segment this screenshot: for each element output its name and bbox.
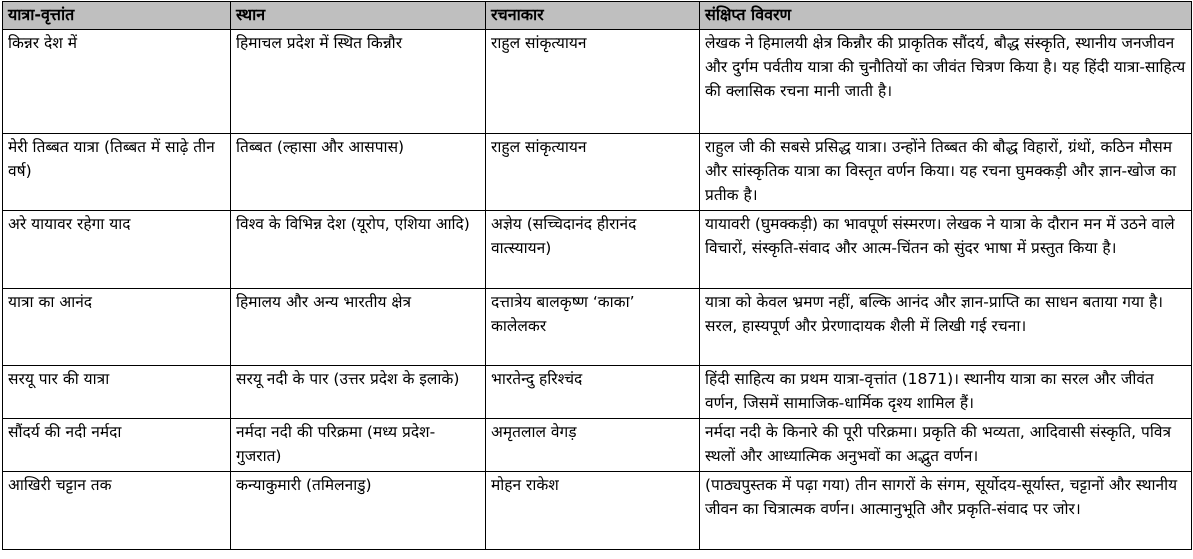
cell-summary: लेखक ने हिमालयी क्षेत्र किन्नौर की प्राकृतिक सौंदर्य, बौद्ध संस्कृति, स्थानीय जनजीवन और दुर्गम पर्वतीय यात्रा की चुनौतियों का जीवंत चित्रण किया है। यह हिंदी यात्रा-साहित्य की क्लासिक रचना मानी जाती है। bbox=[700, 30, 1192, 134]
cell-summary: नर्मदा नदी के किनारे की पूरी परिक्रमा। प्रकृति की भव्यता, आदिवासी संस्कृति, पवित्र स्थलों और आध्यात्मिक अनुभवों का अद्भुत वर्णन। bbox=[700, 419, 1192, 472]
table-row bbox=[3, 472, 1192, 550]
cell-travelogue: आखिरी चट्टान तक bbox=[3, 472, 231, 550]
header-summary: संक्षिप्त विवरण bbox=[700, 2, 1192, 30]
table-header-row bbox=[3, 2, 1192, 30]
cell-travelogue: किन्नर देश में bbox=[3, 30, 231, 134]
table-row bbox=[3, 419, 1192, 472]
header-place: स्थान bbox=[231, 2, 486, 30]
cell-author: राहुल सांकृत्यायन bbox=[486, 134, 700, 211]
table-row bbox=[3, 211, 1192, 289]
cell-summary: राहुल जी की सबसे प्रसिद्ध यात्रा। उन्होंने तिब्बत की बौद्ध विहारों, ग्रंथों, कठिन मौसम और सांस्कृतिक यात्रा का विस्तृत वर्णन किया। यह रचना घुमक्कड़ी और ज्ञान-खोज का प्रतीक है। bbox=[700, 134, 1192, 211]
table-row bbox=[3, 30, 1192, 134]
cell-place: हिमालय और अन्य भारतीय क्षेत्र bbox=[231, 289, 486, 366]
cell-summary: हिंदी साहित्य का प्रथम यात्रा-वृत्तांत (1871)। स्थानीय यात्रा का सरल और जीवंत वर्णन, जिसमें सामाजिक-धार्मिक दृश्य शामिल हैं। bbox=[700, 366, 1192, 419]
cell-travelogue: सौंदर्य की नदी नर्मदा bbox=[3, 419, 231, 472]
cell-travelogue: मेरी तिब्बत यात्रा (तिब्बत में साढ़े तीन वर्ष) bbox=[3, 134, 231, 211]
cell-author: राहुल सांकृत्यायन bbox=[486, 30, 700, 134]
header-travelogue: यात्रा-वृत्तांत bbox=[3, 2, 231, 30]
cell-author: भारतेन्दु हरिश्चंद bbox=[486, 366, 700, 419]
cell-author: अज्ञेय (सच्चिदानंद हीरानंद वात्स्यायन) bbox=[486, 211, 700, 289]
cell-author: दत्तात्रेय बालकृष्ण ‘काका’ कालेलकर bbox=[486, 289, 700, 366]
cell-place: हिमाचल प्रदेश में स्थित किन्नौर bbox=[231, 30, 486, 134]
cell-travelogue: सरयू पार की यात्रा bbox=[3, 366, 231, 419]
cell-place: सरयू नदी के पार (उत्तर प्रदेश के इलाके) bbox=[231, 366, 486, 419]
cell-place: विश्व के विभिन्न देश (यूरोप, एशिया आदि) bbox=[231, 211, 486, 289]
table-row bbox=[3, 289, 1192, 366]
cell-summary: (पाठ्यपुस्तक में पढ़ा गया) तीन सागरों के संगम, सूर्योदय-सूर्यास्त, चट्टानों और स्थानीय जीवन का चित्रात्मक वर्णन। आत्मानुभूति और प्रकृति-संवाद पर जोर। bbox=[700, 472, 1192, 550]
travelogue-table bbox=[2, 1, 1192, 550]
header-author: रचनाकार bbox=[486, 2, 700, 30]
cell-summary: यात्रा को केवल भ्रमण नहीं, बल्कि आनंद और ज्ञान-प्राप्ति का साधन बताया गया है। सरल, हास्यपूर्ण और प्रेरणादायक शैली में लिखी गई रचना। bbox=[700, 289, 1192, 366]
cell-author: अमृतलाल वेगड़ bbox=[486, 419, 700, 472]
cell-travelogue: अरे यायावर रहेगा याद bbox=[3, 211, 231, 289]
cell-place: कन्याकुमारी (तमिलनाडु) bbox=[231, 472, 486, 550]
table-row bbox=[3, 134, 1192, 211]
cell-summary: यायावरी (घुमक्कड़ी) का भावपूर्ण संस्मरण। लेखक ने यात्रा के दौरान मन में उठने वाले विचारों, संस्कृति-संवाद और आत्म-चिंतन को सुंदर भाषा में प्रस्तुत किया है। bbox=[700, 211, 1192, 289]
table-row bbox=[3, 366, 1192, 419]
cell-travelogue: यात्रा का आनंद bbox=[3, 289, 231, 366]
cell-author: मोहन राकेश bbox=[486, 472, 700, 550]
cell-place: तिब्बत (ल्हासा और आसपास) bbox=[231, 134, 486, 211]
cell-place: नर्मदा नदी की परिक्रमा (मध्य प्रदेश-गुजरात) bbox=[231, 419, 486, 472]
